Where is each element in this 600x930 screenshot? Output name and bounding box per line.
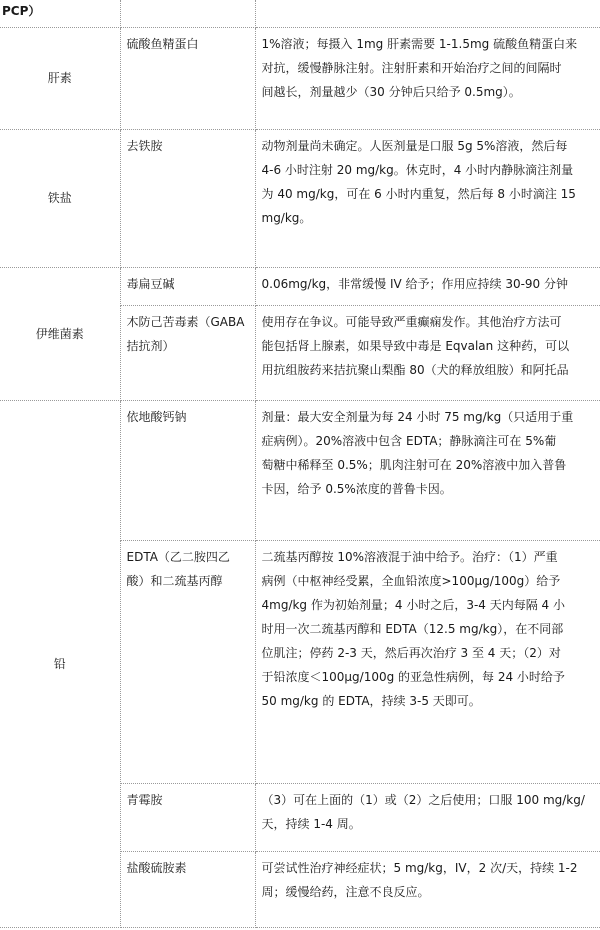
- group-cell: [0, 27, 120, 129]
- group-label: 铁盐: [47, 191, 72, 205]
- group-cell: [0, 129, 120, 267]
- table-row: [0, 129, 600, 267]
- drug-cell-empty: [120, 0, 255, 27]
- description-cell: [255, 540, 600, 783]
- drug-name: 青霉胺: [126, 792, 163, 807]
- drug-name: 盐酸硫胺素: [126, 860, 187, 875]
- drug-cell: [120, 783, 255, 851]
- desc-line: 时用一次二巯基丙醇和 EDTA（12.5 mg/kg），在不同部: [261, 621, 564, 636]
- table-row: [0, 27, 600, 129]
- desc-line: 卡因，给予 0.5%浓度的普鲁卡因。: [261, 481, 452, 496]
- desc-line: 为 40 mg/kg，可在 6 小时内重复，然后每 8 小时滴注 15: [261, 186, 576, 201]
- desc-line: 4-6 小时注射 20 mg/kg。休克时，4 小时内静脉滴注剂量: [261, 162, 574, 177]
- desc-line: 能包括肾上腺素，如果导致中毒是 Eqvalan 这种药，可以: [261, 338, 570, 353]
- group-cell: [0, 400, 120, 927]
- drug-cell: [120, 27, 255, 129]
- drug-name: 依地酸钙钠: [126, 409, 187, 424]
- drug-name: EDTA（乙二胺四乙: [126, 549, 230, 564]
- group-label: 铅: [53, 656, 66, 671]
- table-row: [0, 400, 600, 540]
- description-cell: [255, 305, 600, 400]
- group-label: 肝素: [47, 71, 72, 85]
- desc-line: 间越长，剂量越少（30 分钟后只给予 0.5mg）。: [261, 84, 521, 99]
- desc-line: 于铅浓度＜100μg/100g 的亚急性病例，每 24 小时给予: [261, 669, 565, 684]
- desc-line: 二巯基丙醇按 10%溶液混于油中给予。治疗：（1）严重: [261, 549, 558, 564]
- desc-line: 天，持续 1-4 周。: [261, 816, 361, 831]
- cell-text: PCP）: [2, 4, 41, 18]
- desc-line: 可尝试性治疗神经症状；5 mg/kg，IV，2 次/天，持续 1-2: [261, 860, 578, 875]
- desc-line: 症病例）。20%溶液中包含 EDTA；静脉滴注可在 5%葡: [261, 433, 557, 448]
- drug-cell: [120, 400, 255, 540]
- group-cell-fragment: [0, 0, 120, 27]
- drug-cell: [120, 540, 255, 783]
- drug-cell: [120, 129, 255, 267]
- description-cell: [255, 267, 600, 305]
- desc-line: 使用存在争议。可能导致严重癫痫发作。其他治疗方法可: [261, 314, 562, 329]
- desc-line: 位肌注；停药 2-3 天，然后再次治疗 3 至 4 天；（2）对: [261, 645, 561, 660]
- description-cell: [255, 400, 600, 540]
- desc-line: 4mg/kg 作为初始剂量；4 小时之后，3-4 天内每隔 4 小: [261, 597, 565, 612]
- desc-line: 剂量：最大安全剂量为每 24 小时 75 mg/kg（只适用于重: [261, 409, 574, 424]
- drug-cell: [120, 305, 255, 400]
- drug-name: 毒扁豆碱: [126, 276, 175, 291]
- drug-name: 酸）和二巯基丙醇: [126, 573, 223, 588]
- desc-line: 周；缓慢给药，注意不良反应。: [261, 884, 430, 899]
- desc-line: 对抗，缓慢静脉注射。注射肝素和开始治疗之间的间隔时: [261, 60, 562, 75]
- table-row: [0, 267, 600, 305]
- desc-line: 病例（中枢神经受累，全血铅浓度>100μg/100g）给予: [261, 573, 561, 588]
- drug-name: 去铁胺: [126, 138, 163, 153]
- drug-name: 硫酸鱼精蛋白: [126, 36, 199, 51]
- drug-cell: [120, 267, 255, 305]
- drug-cell: [120, 851, 255, 927]
- desc-cell-empty: [255, 0, 600, 27]
- desc-line: mg/kg。: [261, 210, 312, 225]
- desc-line: 1%溶液；每摄入 1mg 肝素需要 1-1.5mg 硫酸鱼精蛋白来: [261, 36, 578, 51]
- desc-line: 用抗组胺药来拮抗聚山梨酯 80（犬的释放组胺）和阿托品: [261, 362, 569, 377]
- group-label: 伊维菌素: [35, 326, 84, 341]
- table-row-continuation: [0, 0, 600, 27]
- drug-name: 木防己苦毒素（GABA: [126, 314, 245, 329]
- description-cell: [255, 27, 600, 129]
- group-cell: [0, 267, 120, 400]
- desc-line: 萄糖中稀释至 0.5%；肌肉注射可在 20%溶液中加入普鲁: [261, 457, 567, 472]
- description-cell: [255, 129, 600, 267]
- desc-line: 0.06mg/kg，非常缓慢 IV 给予；作用应持续 30-90 分钟: [261, 276, 569, 291]
- drug-name: 拮抗剂）: [126, 338, 175, 353]
- desc-line: 动物剂量尚未确定。人医剂量是口服 5g 5%溶液，然后每: [261, 138, 568, 153]
- desc-line: （3）可在上面的（1）或（2）之后使用；口服 100 mg/kg/: [261, 792, 585, 807]
- desc-line: 50 mg/kg 的 EDTA，持续 3-5 天即可。: [261, 693, 481, 708]
- description-cell: [255, 783, 600, 851]
- description-cell: [255, 851, 600, 927]
